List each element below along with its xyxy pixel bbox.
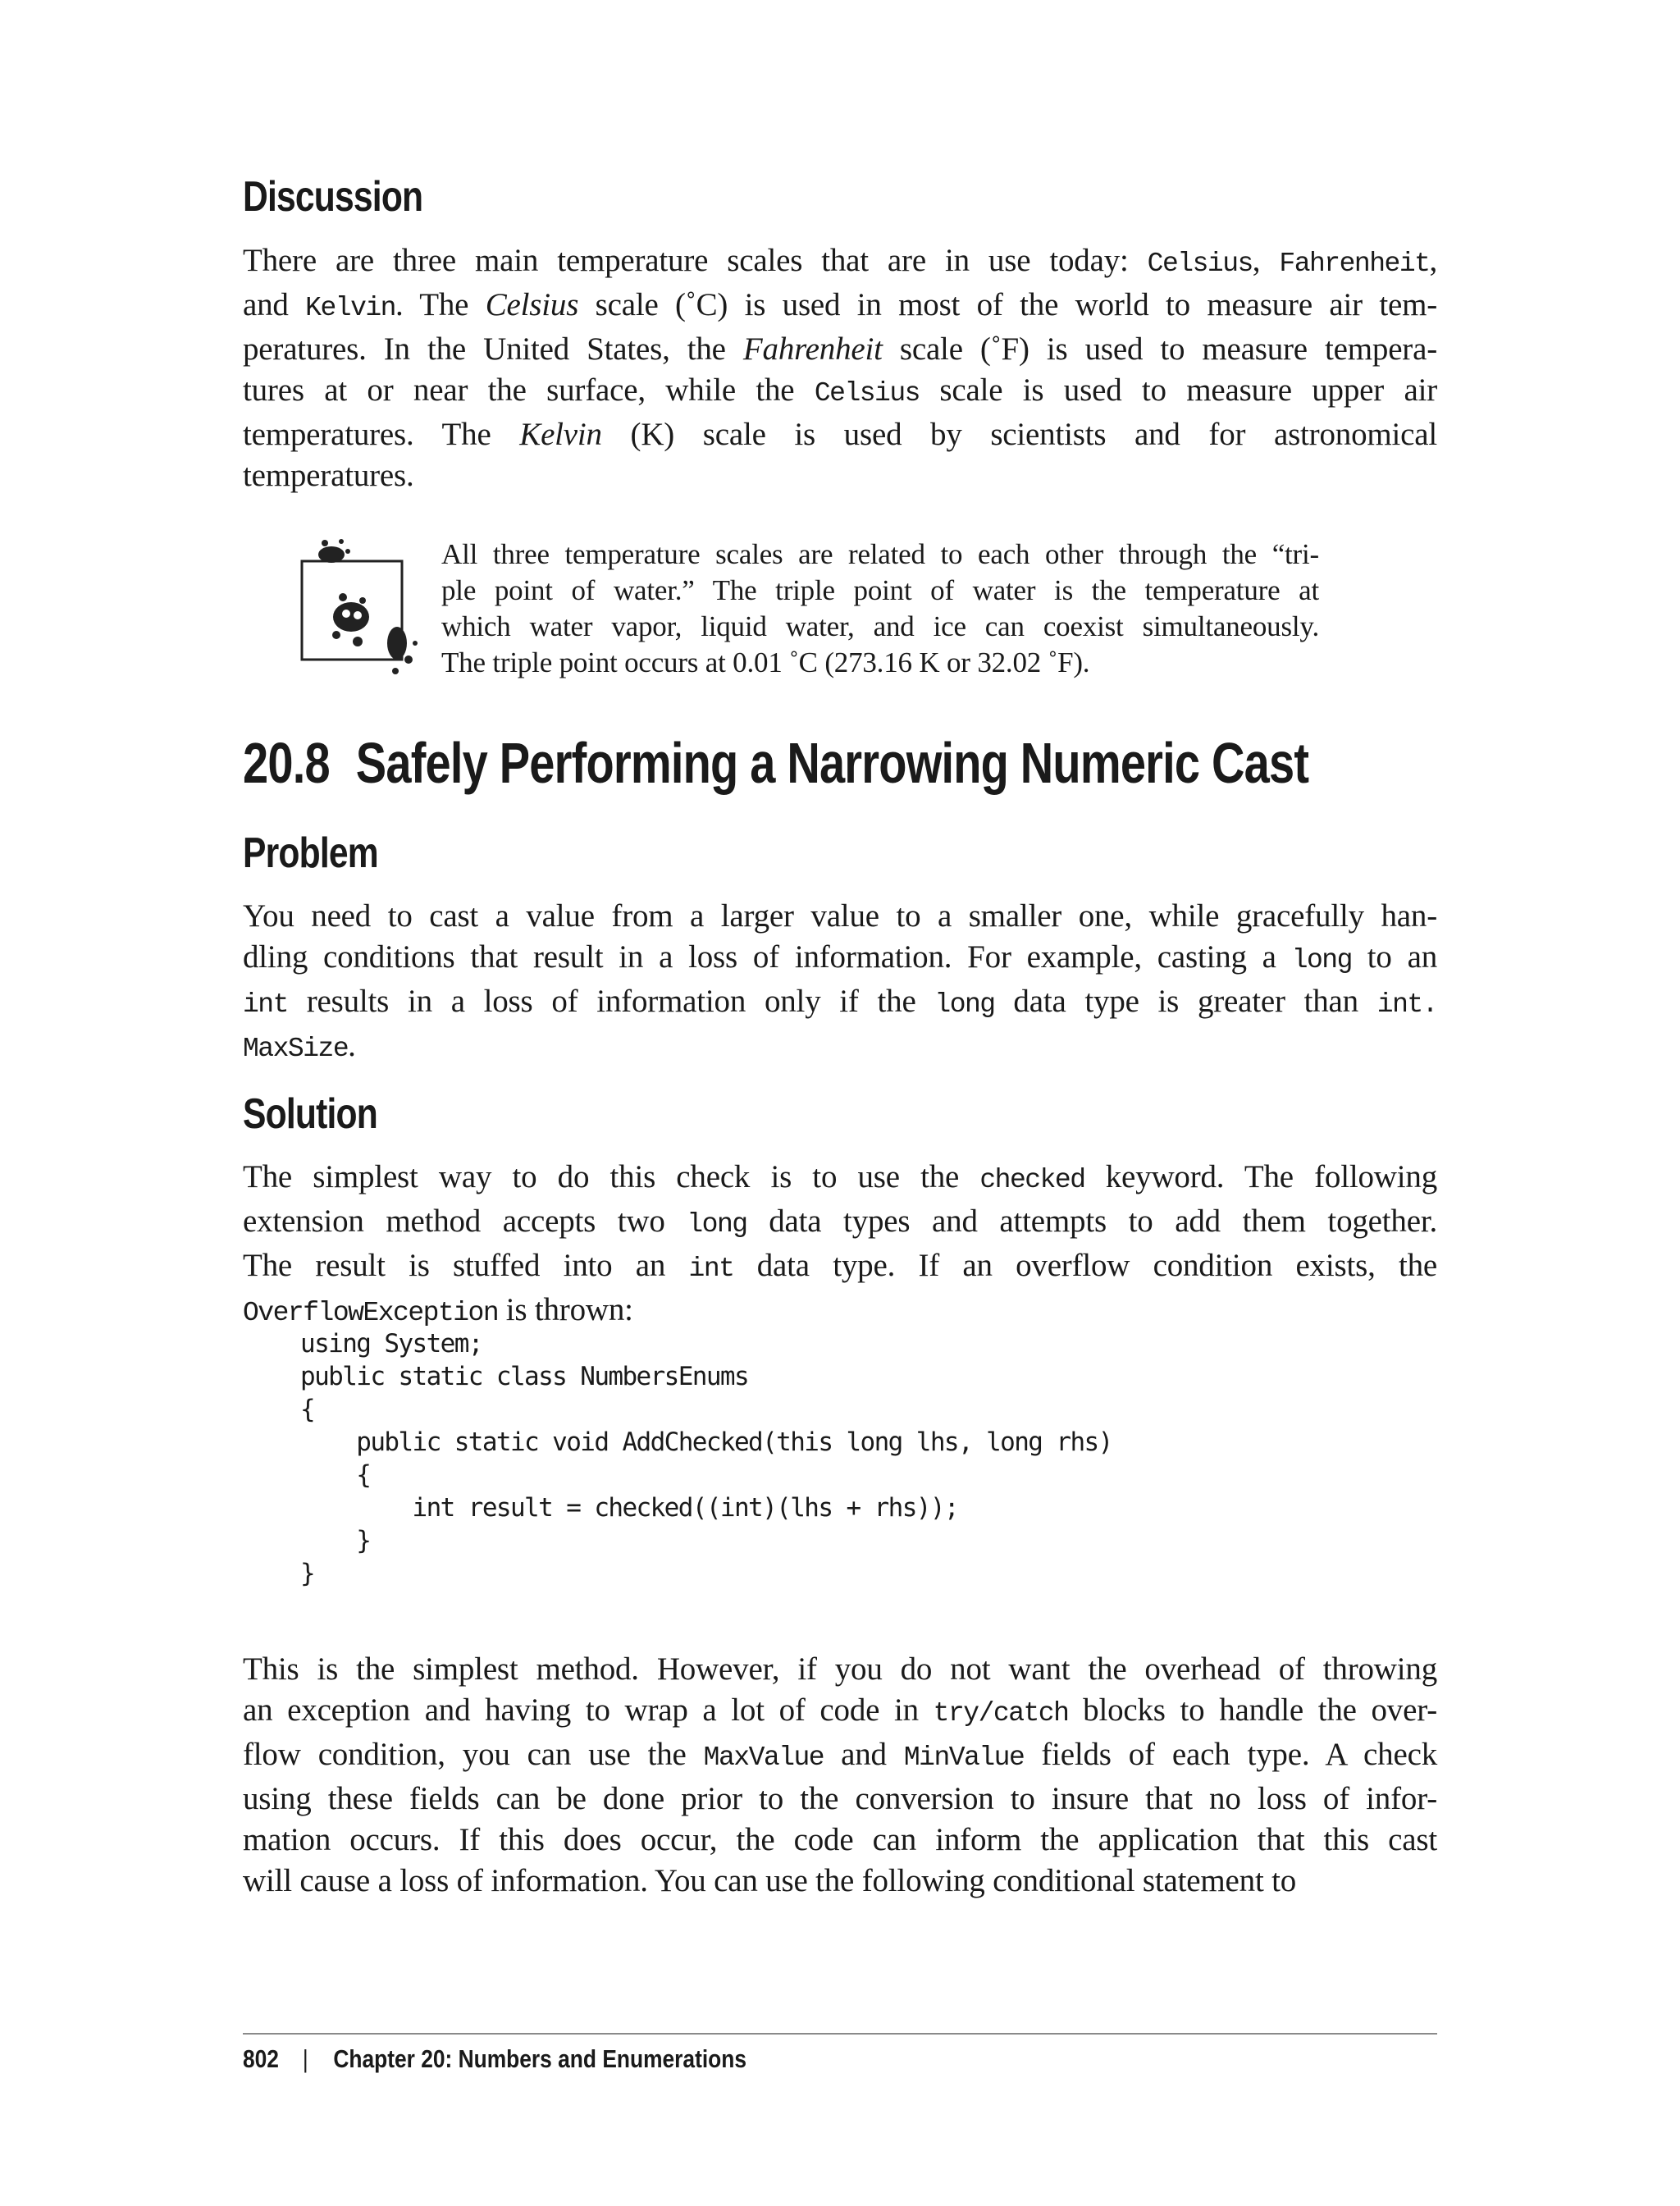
text-run: temperatures. The	[243, 417, 520, 452]
code-line: {	[300, 1395, 315, 1424]
text-run: peratures. In the United States, the	[243, 331, 743, 367]
text-line	[243, 1690, 1437, 1734]
text-run: is thrown:	[498, 1292, 633, 1327]
inline-code: Celsius	[1147, 249, 1253, 279]
text-line	[243, 1779, 1437, 1820]
text-run: to an	[1351, 939, 1438, 975]
section-heading	[243, 728, 1308, 797]
discussion-paragraph	[243, 240, 1437, 496]
text-run: scale (˚C) is used in most of the world to measure air tem-	[578, 287, 1438, 322]
text-line	[243, 896, 1437, 937]
inline-code: long	[1291, 945, 1352, 975]
page-number: 802	[243, 2044, 279, 2073]
text-run: temperatures.	[243, 458, 414, 493]
code-line: using System;	[300, 1329, 482, 1359]
code-line: public static class NumbersEnums	[300, 1362, 749, 1391]
chapter-title: Chapter 20: Numbers and Enumerations	[333, 2044, 747, 2073]
emphasis: Kelvin	[519, 417, 602, 452]
inline-code: OverflowException	[243, 1298, 499, 1328]
text-run: data type is greater than	[994, 984, 1377, 1019]
page-footer	[243, 2043, 746, 2076]
emphasis: Celsius	[485, 287, 579, 322]
note-line: ple point of water.” The triple point of water is the temperature at	[441, 574, 1319, 606]
text-line	[243, 1201, 1437, 1245]
tip-note-text	[441, 537, 1319, 681]
footer-rule	[243, 2033, 1437, 2035]
code-line: int result = checked((int)(lhs + rhs));	[300, 1493, 958, 1523]
text-line	[243, 1861, 1437, 1902]
text-line	[243, 1025, 1437, 1070]
text-run: (K) scale is used by scientists and for astronomical	[601, 417, 1437, 452]
text-run: keyword. The following	[1084, 1159, 1437, 1194]
text-run: will cause a loss of information. You can use the following conditional statement to	[243, 1863, 1297, 1898]
text-line	[243, 370, 1437, 414]
inline-code: int	[243, 989, 288, 1020]
text-run: ,	[1252, 243, 1280, 278]
tip-note	[300, 537, 1449, 692]
text-run: You need to cast a value from a larger value to a smaller one, while gracefully han-	[243, 898, 1437, 934]
inline-code: checked	[979, 1165, 1085, 1195]
text-line	[243, 1245, 1437, 1290]
note-line: All three temperature scales are related to each other through the “tri-	[441, 538, 1319, 570]
text-run: data type. If an overflow condition exists, the	[733, 1248, 1437, 1283]
code-line: }	[300, 1559, 315, 1588]
inline-code: long	[934, 989, 995, 1020]
footer-separator: |	[302, 2044, 308, 2073]
text-run: results in a loss of information only if the	[287, 984, 935, 1019]
code-line: {	[300, 1460, 371, 1490]
text-run: This is the simplest method. However, if you do not want the overhead of throwing	[243, 1651, 1437, 1687]
inline-code: MinValue	[903, 1742, 1025, 1773]
emphasis: Fahrenheit	[742, 331, 883, 367]
text-run: and	[824, 1737, 904, 1772]
text-line	[243, 329, 1437, 370]
solution-heading: Solution	[243, 1090, 377, 1138]
text-line	[243, 455, 1437, 496]
text-run: flow condition, you can use the	[243, 1737, 704, 1772]
inline-code: Kelvin	[305, 293, 395, 323]
text-line	[243, 1820, 1437, 1861]
text-run: There are three main temperature scales that are in use today:	[243, 243, 1148, 278]
text-run: mation occurs. If this does occur, the code can inform the application that this cast	[243, 1822, 1437, 1857]
text-run: and	[243, 287, 306, 322]
section-number: 20.8	[243, 731, 330, 795]
text-line	[243, 240, 1437, 285]
text-run: blocks to handle the over-	[1068, 1692, 1437, 1728]
text-line	[243, 285, 1437, 329]
inline-code: Fahrenheit	[1279, 249, 1430, 279]
inline-code: Celsius	[814, 378, 920, 409]
text-line	[243, 1734, 1437, 1779]
code-listing	[300, 1327, 1112, 1590]
inline-code: MaxValue	[703, 1742, 824, 1773]
text-run: . The	[395, 287, 486, 322]
text-run: an exception and having to wrap a lot of code in	[243, 1692, 934, 1728]
text-run: fields of each type. A check	[1024, 1737, 1437, 1772]
text-run: ,	[1429, 243, 1437, 278]
text-run: The result is stuffed into an	[243, 1248, 689, 1283]
text-run: extension method accepts two	[243, 1203, 687, 1239]
text-run: .	[348, 1028, 356, 1063]
discussion-heading: Discussion	[243, 173, 423, 221]
text-run: using these fields can be done prior to the conversion to insure that no loss of infor-	[243, 1781, 1437, 1816]
inline-code: int	[688, 1254, 734, 1284]
text-run: scale (˚F) is used to measure tempera-	[882, 331, 1437, 367]
note-line: which water vapor, liquid water, and ice can coexist simultaneously.	[441, 610, 1319, 642]
problem-paragraph	[243, 896, 1437, 1070]
text-line	[243, 981, 1437, 1025]
inline-code: int.	[1376, 989, 1437, 1020]
note-line: The triple point occurs at 0.01 ˚C (273.16 K or 32.02 ˚F).	[441, 646, 1090, 678]
inline-code: long	[687, 1209, 747, 1240]
explanation-paragraph	[243, 1649, 1437, 1902]
text-line	[243, 937, 1437, 981]
text-run: data types and attempts to add them together.	[746, 1203, 1438, 1239]
section-title: Safely Performing a Narrowing Numeric Cast	[355, 731, 1309, 795]
text-run: tures at or near the surface, while the	[243, 372, 815, 408]
inline-code: MaxSize	[243, 1034, 349, 1064]
code-line: public static void AddChecked(this long lhs, long rhs)	[300, 1427, 1112, 1457]
text-run: dling conditions that result in a loss of information. For example, casting a	[243, 939, 1292, 975]
text-run: The simplest way to do this check is to use the	[243, 1159, 980, 1194]
text-run: scale is used to measure upper air	[919, 372, 1437, 408]
text-line	[243, 414, 1437, 455]
owl-tip-icon	[300, 537, 423, 684]
text-line	[243, 1649, 1437, 1690]
code-line: }	[300, 1526, 371, 1555]
problem-heading: Problem	[243, 829, 378, 877]
inline-code: try/catch	[933, 1698, 1069, 1729]
solution-paragraph	[243, 1157, 1437, 1334]
text-line	[243, 1157, 1437, 1201]
